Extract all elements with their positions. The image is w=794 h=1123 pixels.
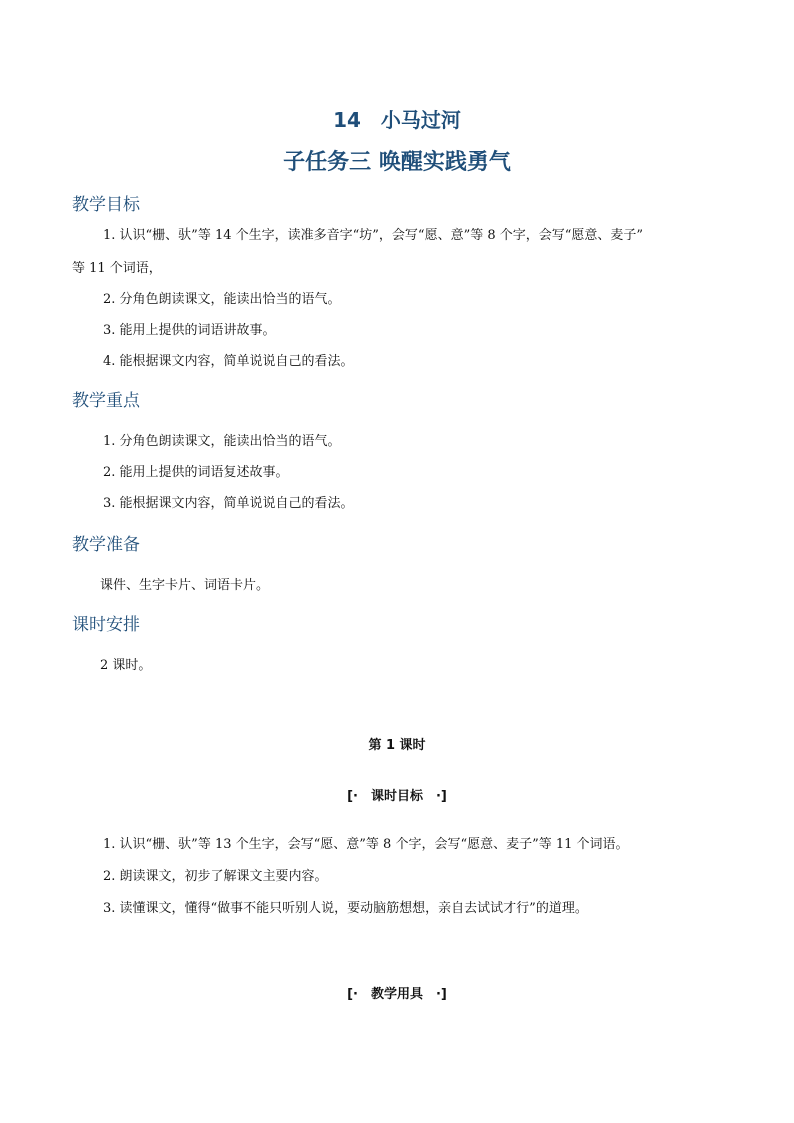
key-points-heading: 教学重点 xyxy=(72,391,140,411)
lesson-title: 14 小马过河 xyxy=(333,108,461,132)
lesson-goal-heading: [· 课时目标 ·] xyxy=(347,789,447,804)
lesson-goal-item-3: 3. 读懂课文，懂得“做事不能只听别人说，要动脑筋想想，亲自去试试才行”的道理。 xyxy=(103,901,588,916)
task-subtitle: 子任务三 唤醒实践勇气 xyxy=(283,150,511,175)
key-point-item-3: 3. 能根据课文内容，简单说说自己的看法。 xyxy=(103,496,354,511)
objective-item-1-cont: 等 11 个词语， xyxy=(72,261,162,276)
objective-item-1: 1. 认识“栅、驮”等 14 个生字，读准多音字“坊”，会写“愿、意”等 8 个字，会写“愿意、麦子” xyxy=(103,228,644,243)
schedule-text: 2 课时。 xyxy=(100,658,152,673)
key-point-item-2: 2. 能用上提供的词语复述故事。 xyxy=(103,465,289,480)
schedule-heading: 课时安排 xyxy=(72,615,140,635)
objective-item-2: 2. 分角色朗读课文，能读出恰当的语气。 xyxy=(103,292,341,307)
preparation-text: 课件、生字卡片、词语卡片。 xyxy=(100,578,270,593)
lesson-goal-item-2: 2. 朗读课文，初步了解课文主要内容。 xyxy=(103,869,328,884)
lesson-goal-item-1: 1. 认识“栅、驮”等 13 个生字，会写“愿、意”等 8 个字，会写“愿意、麦子”等 11 个词语。 xyxy=(103,837,629,852)
teaching-tools-heading: [· 教学用具 ·] xyxy=(347,987,447,1002)
lesson-1-title: 第 1 课时 xyxy=(368,738,426,753)
objective-item-3: 3. 能用上提供的词语讲故事。 xyxy=(103,323,276,338)
objective-item-4: 4. 能根据课文内容，简单说说自己的看法。 xyxy=(103,354,354,369)
preparation-heading: 教学准备 xyxy=(72,535,140,555)
objectives-heading: 教学目标 xyxy=(72,195,140,215)
key-point-item-1: 1. 分角色朗读课文，能读出恰当的语气。 xyxy=(103,434,341,449)
